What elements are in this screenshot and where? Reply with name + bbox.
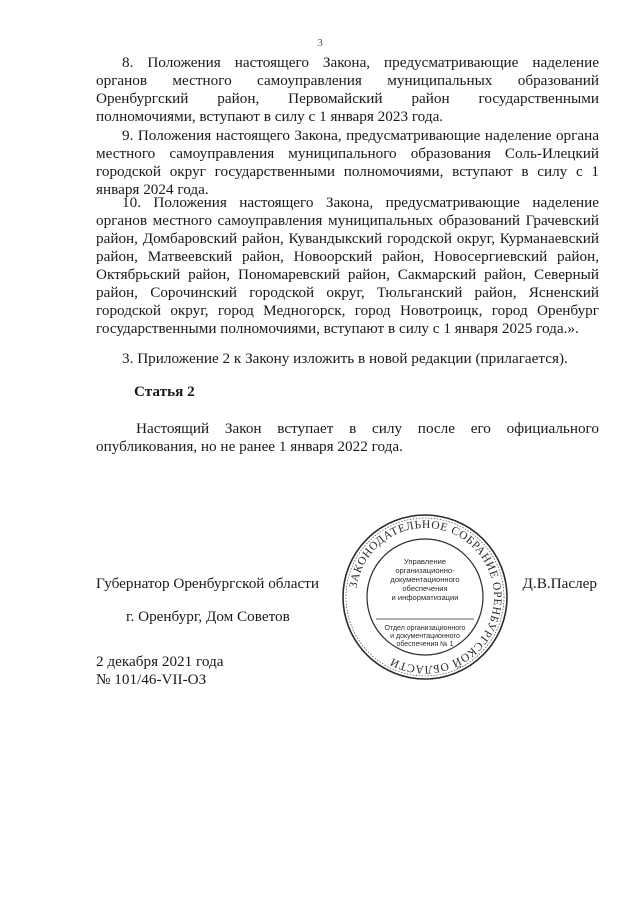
stamp-line-8: обеспечения № 1 bbox=[396, 641, 454, 648]
page-number: 3 bbox=[317, 37, 323, 49]
stamp-line-3: документационного bbox=[390, 575, 460, 584]
stamp-line-2: организационно- bbox=[395, 566, 455, 575]
stamp-line-6: Отдел организационного bbox=[384, 625, 466, 632]
law-number: № 101/46-VII-ОЗ bbox=[96, 671, 207, 688]
stamp-outer-text: ЗАКОНОДАТЕЛЬНОЕ СОБРАНИЕ ОРЕНБУРГСКОЙ ОБЛАСТИ bbox=[347, 518, 504, 676]
stamp-line-7: и документационного bbox=[390, 633, 460, 640]
paragraph-8: 8. Положения настоящего Закона, предусматривающие наделение органов местного самоуправления муниципальных образований Оренбургский район, Первомайский район государственными полномочиями, вступают в силу с 1 января 2023 года. bbox=[96, 54, 599, 125]
article-2-title: Статья 2 bbox=[134, 383, 195, 400]
paragraph-10: 10. Положения настоящего Закона, предусматривающие наделение органов местного самоуправления муниципальных образований Грачевский район, Домбаровский район, Кувандыкский городской округ, Курманаевский район, Матвеевский район, Новоорский район, Новосергиевский район, Октябрьский район, Пономаревский район, Сакмарский район, Северный район, Сорочинский городской округ, Тюльганский район, Ясненский городской округ, город Медногорск, город Новотроицк, город Оренбург государственными полномочиями, вступают в силу с 1 января 2025 года.». bbox=[96, 194, 599, 337]
article-2-text: Настоящий Закон вступает в силу после его официального опубликования, но не ранее 1 января 2022 года. bbox=[96, 420, 599, 455]
paragraph-9: 9. Положения настоящего Закона, предусматривающие наделение органа местного самоуправления муниципального образования Соль-Илецкий городской округ государственными полномочиями, вступают в силу с 1 января 2024 года. bbox=[96, 127, 599, 198]
signatory-position: Губернатор Оренбургской области bbox=[96, 575, 319, 592]
stamp-line-5: и информатизации bbox=[391, 593, 459, 602]
stamp-line-4: обеспечения bbox=[402, 584, 448, 593]
official-stamp bbox=[340, 512, 510, 682]
signing-date: 2 декабря 2021 года bbox=[96, 653, 224, 670]
paragraph-item-3: 3. Приложение 2 к Закону изложить в новой редакции (прилагается). bbox=[122, 350, 568, 367]
stamp-line-1: Управление bbox=[403, 557, 447, 566]
signing-place: г. Оренбург, Дом Советов bbox=[126, 608, 290, 625]
signatory-name: Д.В.Паслер bbox=[522, 575, 597, 592]
